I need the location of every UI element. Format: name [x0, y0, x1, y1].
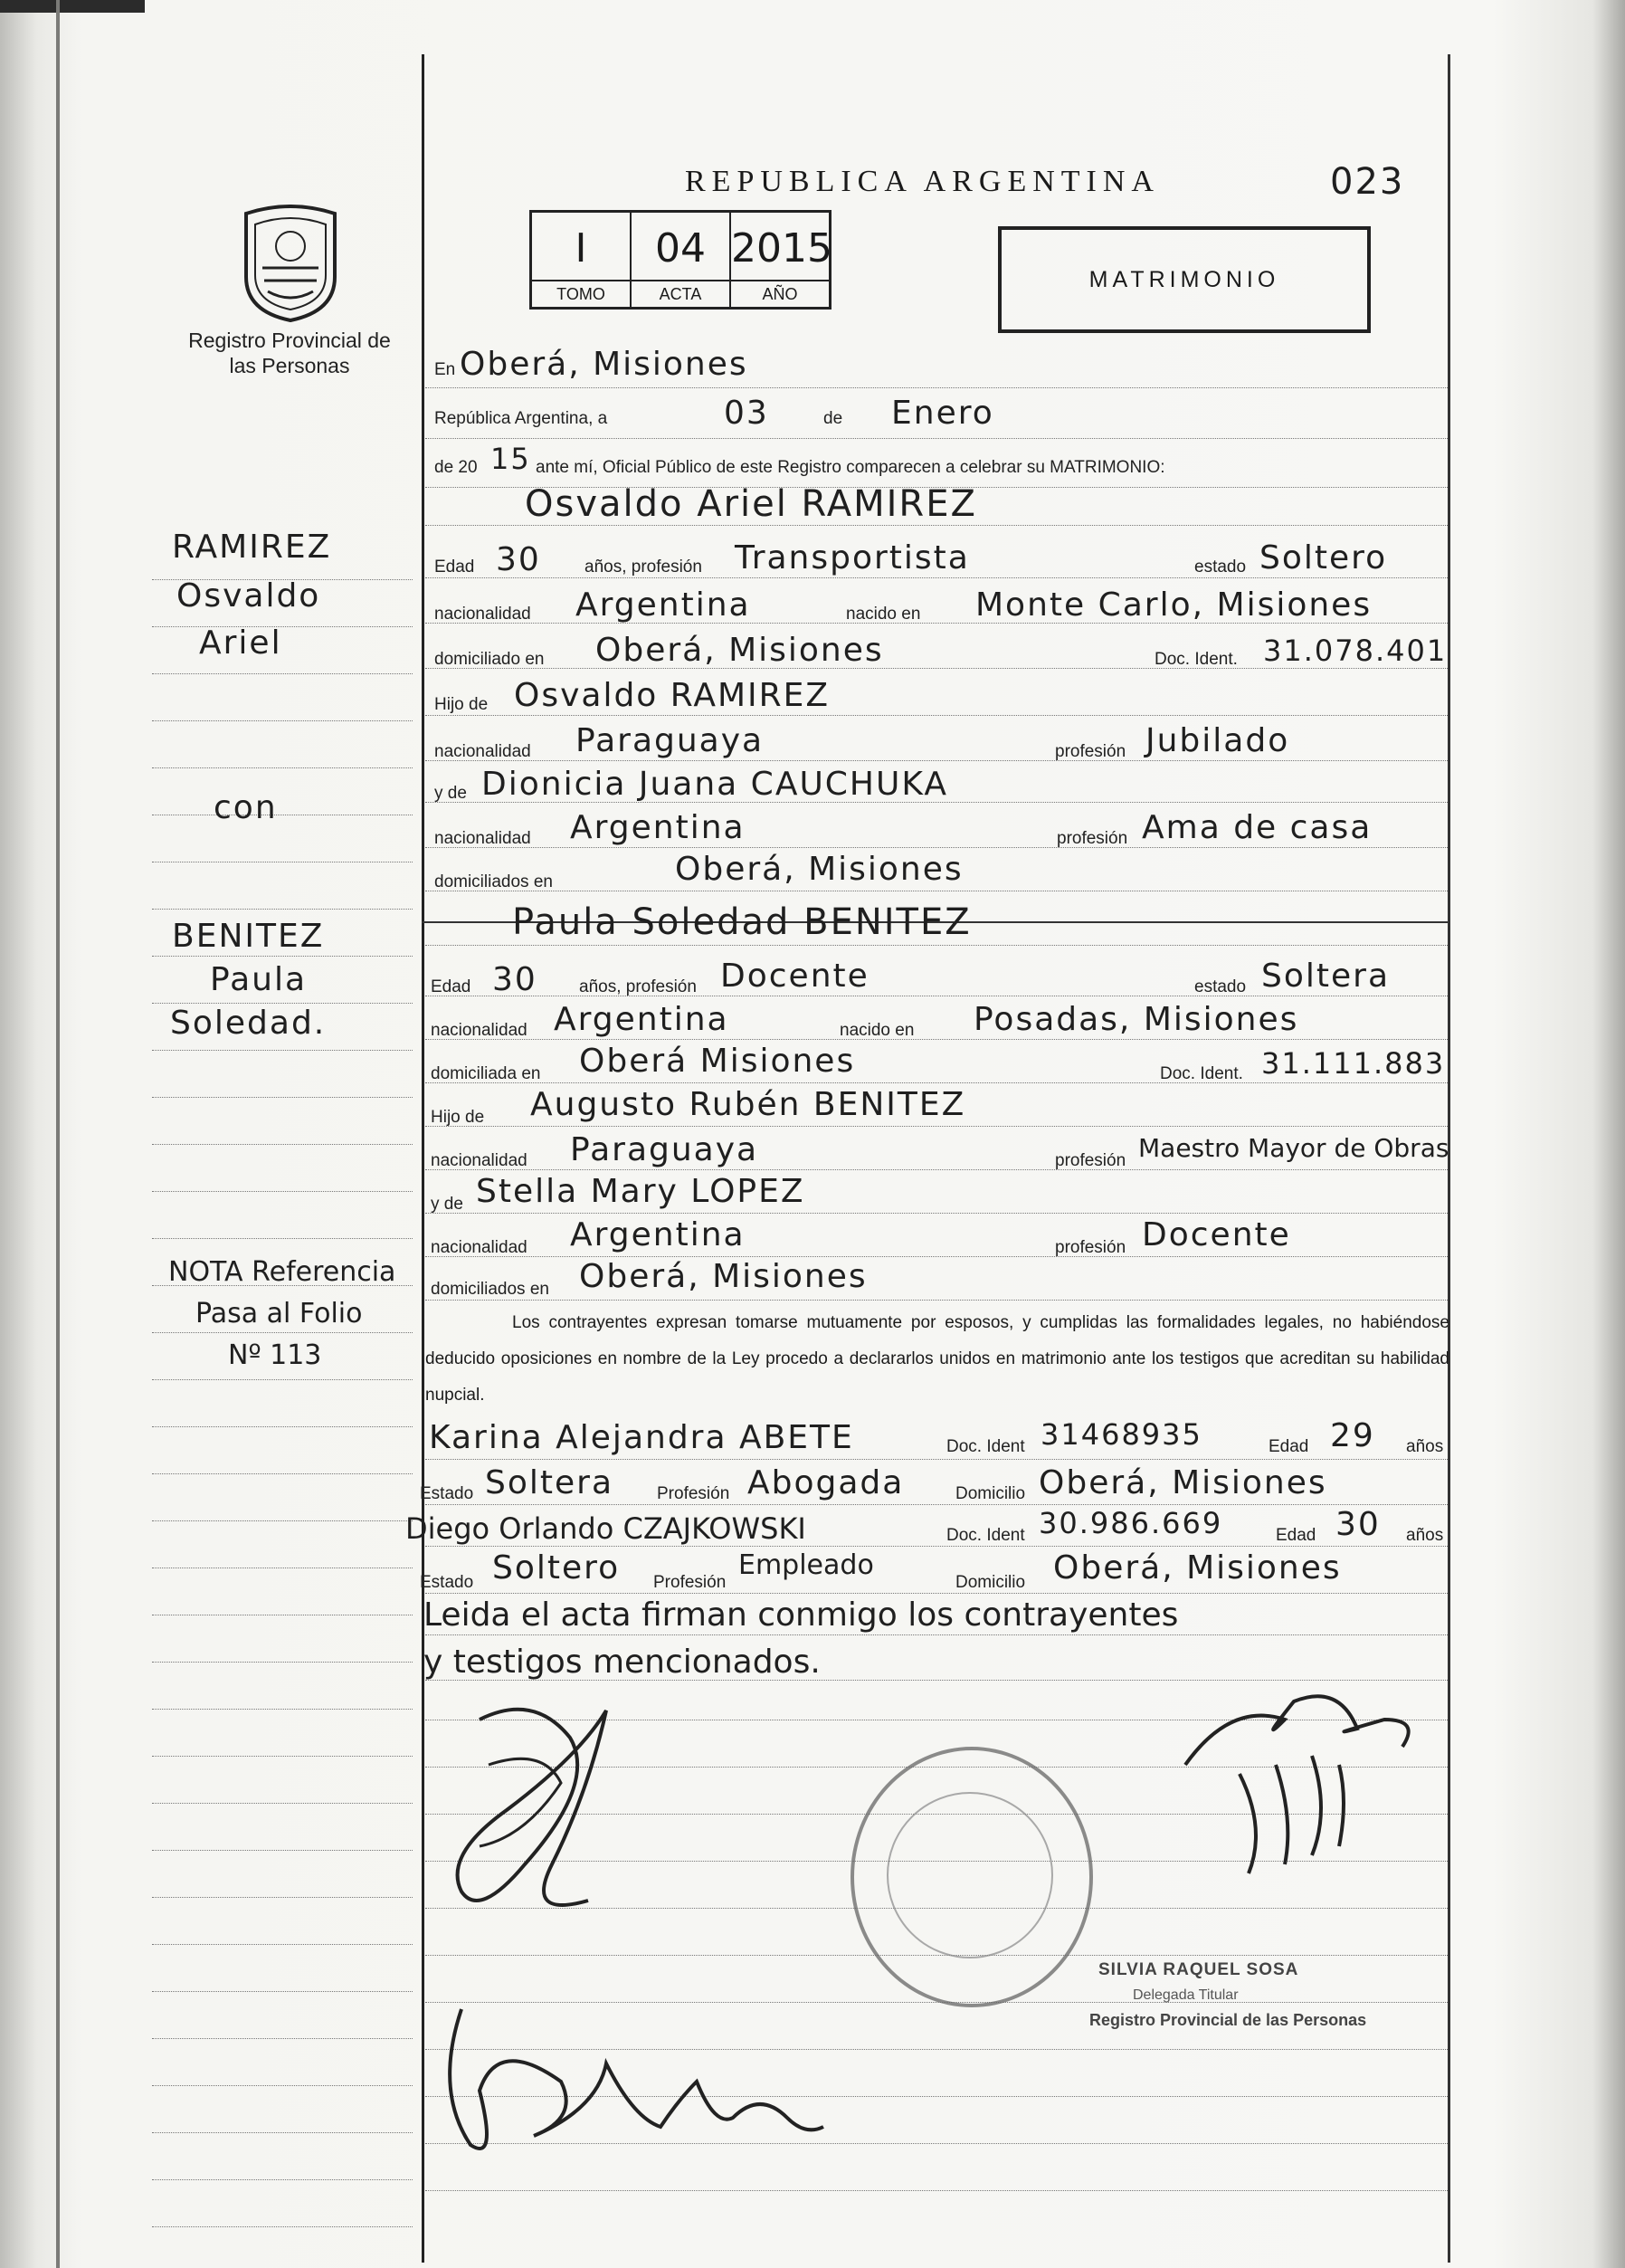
witness2-domicile: Oberá, Misiones: [1053, 1549, 1342, 1587]
ruling-line: [425, 760, 1448, 761]
official-org: Registro Provincial de las Personas: [1089, 2011, 1367, 2029]
ceremony-year: 15: [490, 442, 531, 476]
record-type-box: MATRIMONIO: [998, 226, 1371, 333]
label-doc-ident: Doc. Ident: [946, 1437, 1025, 1456]
label-domicilio: Domicilio: [955, 1484, 1026, 1503]
bride-mother-profession: Docente: [1142, 1216, 1291, 1253]
bride-father-profession: Maestro Mayor de Obras: [1138, 1133, 1449, 1163]
label-republica: República Argentina, a: [434, 409, 608, 428]
label-nacionalidad: nacionalidad: [431, 1238, 527, 1257]
page-number: 023: [1330, 161, 1405, 203]
ruling-line: [425, 438, 1448, 439]
con-label: con: [214, 789, 278, 826]
acta-box: [632, 213, 731, 307]
note-line-2: Pasa al Folio: [195, 1298, 363, 1329]
groom-mother: Dionicia Juana CAUCHUKA: [481, 766, 948, 803]
bride-birthplace: Posadas, Misiones: [974, 1001, 1299, 1038]
signature-groom: [425, 1683, 679, 1959]
ruling-line: [152, 1662, 413, 1663]
label-edad: Edad: [1276, 1526, 1316, 1545]
ruling-line: [152, 1191, 413, 1192]
witness2-status: Soltero: [492, 1549, 621, 1587]
label-profesion: profesión: [1055, 742, 1126, 761]
tomo-box: [532, 213, 632, 307]
label-hijo-de: Hijo de: [434, 695, 489, 714]
label-ante-mi: ante mí, Oficial Público de este Registro comparecen a celebrar su MATRIMONIO:: [536, 458, 1165, 477]
label-edad: Edad: [1269, 1437, 1309, 1456]
witness2-age: 30: [1335, 1506, 1381, 1543]
bride-domicile: Oberá Misiones: [579, 1043, 856, 1080]
label-domiciliados-en: domiciliados en: [434, 872, 553, 891]
groom-margin-surname: RAMIREZ: [172, 529, 332, 566]
groom-status: Soltero: [1259, 539, 1388, 577]
bride-margin-surname: BENITEZ: [172, 918, 325, 955]
ruling-line: [425, 1634, 1448, 1635]
ruling-line: [152, 1003, 413, 1004]
label-domiciliados-en: domiciliados en: [431, 1280, 549, 1299]
groom-father-profession: Jubilado: [1145, 722, 1290, 759]
record-index-boxes: [529, 210, 832, 310]
ruling-line: [152, 1426, 413, 1427]
ruling-line: [152, 1991, 413, 1992]
ruling-line: [152, 767, 413, 768]
groom-domicile: Oberá, Misiones: [595, 632, 884, 669]
label-doc-ident: Doc. Ident: [946, 1526, 1025, 1545]
label-en: En: [434, 360, 456, 379]
groom-margin-first: Osvaldo: [176, 577, 321, 615]
groom-margin-second: Ariel: [199, 624, 282, 662]
label-profesion: Profesión: [657, 1484, 730, 1503]
ruling-line: [152, 1756, 413, 1757]
label-domiciliado-en: domiciliado en: [434, 650, 545, 669]
bride-age: 30: [492, 961, 537, 998]
label-profesion: Profesión: [653, 1573, 727, 1592]
ruling-line: [152, 1803, 413, 1804]
label-nacionalidad: nacionalidad: [434, 605, 531, 624]
ruling-line: [425, 1256, 1448, 1257]
groom-father-nationality: Paraguaya: [575, 722, 765, 759]
groom-father: Osvaldo RAMIREZ: [514, 677, 831, 714]
ruling-line: [152, 1897, 413, 1898]
ruling-line: [152, 2038, 413, 2039]
witness2-doc: 30.986.669: [1039, 1506, 1223, 1540]
ruling-line: [152, 673, 413, 674]
label-nacido-en: nacido en: [840, 1021, 915, 1040]
groom-mother-nationality: Argentina: [570, 809, 746, 846]
ruling-line: [425, 1169, 1448, 1170]
ruling-line: [152, 1944, 413, 1945]
label-anios-profesion: años, profesión: [579, 977, 697, 996]
groom-mother-profession: Ama de casa: [1142, 809, 1373, 846]
label-nacionalidad: nacionalidad: [431, 1021, 527, 1040]
signature-bride: [1158, 1665, 1430, 1887]
country-title: REPUBLICA ARGENTINA: [685, 165, 1160, 198]
label-anios: años: [1406, 1437, 1444, 1456]
bride-father: Augusto Rubén BENITEZ: [530, 1086, 966, 1123]
label-nacionalidad: nacionalidad: [434, 742, 531, 761]
groom-doc: 31.078.401: [1263, 634, 1448, 668]
signature-witness: [425, 1982, 841, 2186]
label-y-de: y de: [431, 1195, 463, 1214]
groom-parents-domicile: Oberá, Misiones: [675, 851, 964, 888]
label-domicilio: Domicilio: [955, 1573, 1026, 1592]
label-profesion: profesión: [1055, 1238, 1126, 1257]
label-doc-ident: Doc. Ident.: [1160, 1064, 1243, 1083]
ruling-line: [425, 1082, 1448, 1083]
ruling-line: [425, 387, 1448, 388]
note-line-1: NOTA Referencia: [168, 1256, 396, 1288]
bride-profession: Docente: [720, 958, 870, 995]
label-nacionalidad: nacionalidad: [434, 829, 531, 848]
bride-father-nationality: Paraguaya: [570, 1131, 759, 1168]
ruling-line: [152, 1144, 413, 1145]
ruling-line: [425, 1504, 1448, 1505]
ruling-line: [425, 945, 1448, 946]
registry-name: Registro Provincial de las Personas: [188, 329, 391, 377]
groom-profession: Transportista: [735, 539, 970, 577]
label-estado: Estado: [420, 1484, 474, 1503]
ruling-line: [152, 909, 413, 910]
ruling-line: [152, 1238, 413, 1239]
groom-nationality: Argentina: [575, 586, 751, 624]
ceremony-month: Enero: [891, 395, 994, 432]
ruling-line: [425, 1593, 1448, 1594]
ruling-line: [425, 847, 1448, 848]
witness1-doc: 31468935: [1041, 1417, 1202, 1452]
declaration-text: Los contrayentes expresan tomarse mutuamente por esposos, y cumplidas las formalidades legales, no habiéndose deducido oposiciones en nombre de la Ley procedo a declararlos unidos en matrimonio ante los testigos que acreditan su habilidad nupcial.: [425, 1313, 1449, 1405]
ruling-line: [152, 1473, 413, 1474]
ruling-line: [425, 525, 1448, 526]
note-line-3: Nº 113: [228, 1339, 322, 1371]
ruling-line: [152, 1050, 413, 1051]
closing-line-1: Leida el acta firman conmigo los contrayentes: [423, 1596, 1179, 1634]
ruling-line: [425, 1213, 1448, 1214]
witness2-profession: Empleado: [738, 1549, 874, 1581]
ruling-line: [152, 1850, 413, 1851]
label-edad: Edad: [434, 557, 475, 577]
label-doc-ident: Doc. Ident.: [1155, 650, 1238, 669]
ceremony-place: Oberá, Misiones: [460, 346, 748, 383]
province-seal-icon: [237, 205, 344, 329]
witness2-name: Diego Orlando CZAJKOWSKI: [405, 1511, 806, 1546]
bride-mother-nationality: Argentina: [570, 1216, 746, 1253]
ceremony-day: 03: [724, 395, 769, 432]
label-edad: Edad: [431, 977, 471, 996]
witness1-status: Soltera: [485, 1464, 614, 1501]
ruling-line: [425, 1126, 1448, 1127]
ruling-line: [152, 720, 413, 721]
ruling-line: [152, 1520, 413, 1521]
bride-parents-domicile: Oberá, Misiones: [579, 1258, 868, 1295]
ruling-line: [152, 1097, 413, 1098]
ruling-line: [425, 577, 1448, 578]
ruling-line: [425, 715, 1448, 716]
ruling-line: [425, 1546, 1448, 1547]
ruling-line: [425, 1039, 1448, 1040]
groom-birthplace: Monte Carlo, Misiones: [975, 586, 1373, 624]
label-profesion: profesión: [1057, 829, 1128, 848]
ruling-line: [152, 956, 413, 957]
label-hijo-de: Hijo de: [431, 1108, 485, 1127]
label-nacido-en: nacido en: [846, 605, 921, 624]
ruling-line: [152, 2179, 413, 2180]
ruling-line: [425, 2190, 1448, 2191]
ruling-line: [425, 1300, 1448, 1301]
witness1-name: Karina Alejandra ABETE: [429, 1419, 854, 1456]
ruling-line: [425, 668, 1448, 669]
margin-rule: [422, 54, 424, 2263]
ruling-line: [152, 626, 413, 627]
official-name: SILVIA RAQUEL SOSA: [1098, 1960, 1299, 1979]
groom-full-name: Osvaldo Ariel RAMIREZ: [525, 483, 977, 525]
label-estado: Estado: [420, 1573, 474, 1592]
label-anios-profesion: años, profesión: [584, 557, 702, 577]
ruling-line: [152, 1379, 413, 1380]
binding-edge: [0, 0, 145, 13]
groom-age: 30: [496, 541, 541, 578]
tomo-label: TOMO: [532, 280, 630, 307]
bride-status: Soltera: [1261, 958, 1391, 995]
label-de-20: de 20: [434, 458, 478, 477]
witness1-age: 29: [1330, 1417, 1375, 1454]
official-seal-inner-icon: [887, 1792, 1053, 1958]
anio-value: 2015: [731, 225, 832, 272]
bride-doc: 31.111.883: [1261, 1046, 1446, 1081]
label-estado: estado: [1194, 557, 1247, 577]
closing-line-2: y testigos mencionados.: [423, 1644, 821, 1681]
tomo-value: I: [575, 225, 587, 272]
ruling-line: [152, 1332, 413, 1333]
label-profesion: profesión: [1055, 1151, 1126, 1170]
acta-value: 04: [655, 225, 706, 272]
bride-nationality: Argentina: [554, 1001, 729, 1038]
label-estado: estado: [1194, 977, 1247, 996]
witness1-profession: Abogada: [747, 1464, 905, 1501]
anio-box: [731, 213, 832, 307]
label-nacionalidad: nacionalidad: [431, 1151, 527, 1170]
ruling-line: [152, 2085, 413, 2086]
ruling-line: [152, 2132, 413, 2133]
ruling-line: [152, 2226, 413, 2227]
bride-mother: Stella Mary LOPEZ: [476, 1173, 805, 1210]
bride-margin-second: Soledad.: [170, 1005, 327, 1042]
page-fold: [56, 0, 60, 2268]
label-anios: años: [1406, 1526, 1444, 1545]
label-domiciliada-en: domiciliada en: [431, 1064, 541, 1083]
acta-label: ACTA: [632, 280, 729, 307]
bride-full-name: Paula Soledad BENITEZ: [512, 901, 972, 943]
witness1-domicile: Oberá, Misiones: [1039, 1464, 1327, 1501]
label-de: de: [823, 409, 843, 428]
official-role: Delegada Titular: [1133, 1987, 1239, 2003]
anio-label: AÑO: [731, 280, 829, 307]
ruling-line: [152, 1709, 413, 1710]
ruling-line: [425, 1459, 1448, 1460]
label-y-de: y de: [434, 784, 467, 803]
bride-margin-first: Paula: [210, 961, 308, 998]
